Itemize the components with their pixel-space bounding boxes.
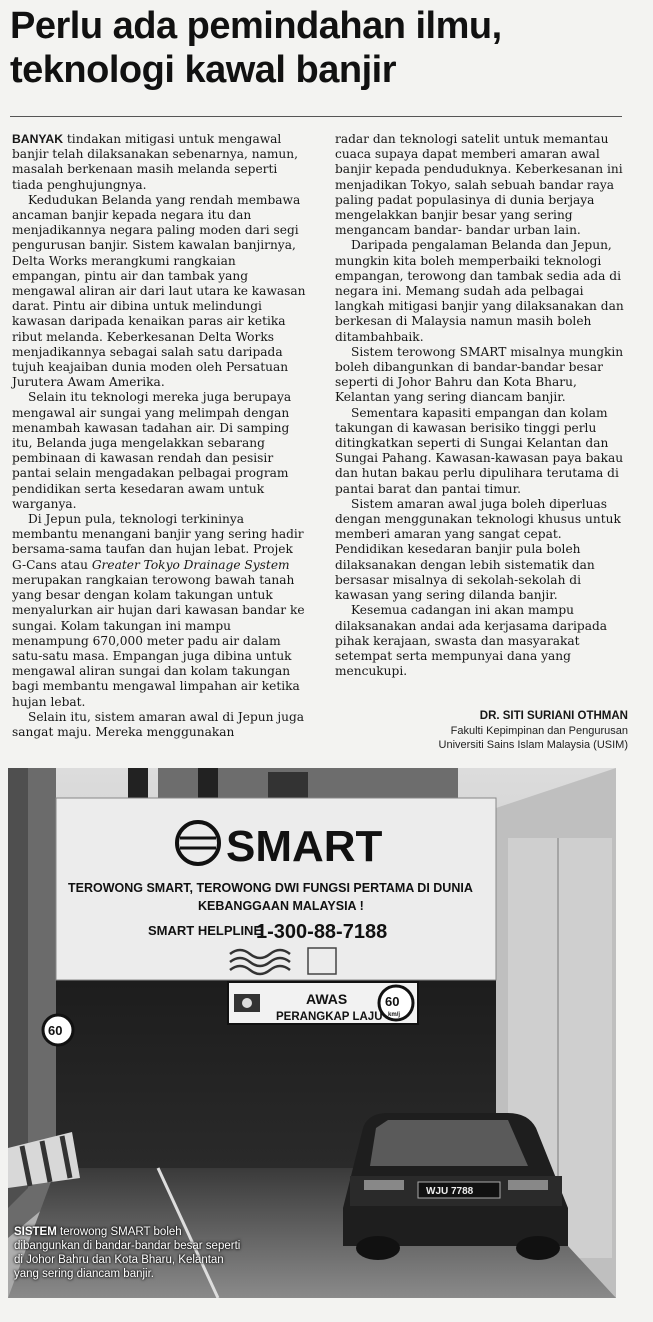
lead-word: BANYAK (12, 132, 64, 146)
italic-project-name: Greater Tokyo Drainage System (91, 557, 290, 572)
article-column-1 (12, 132, 307, 740)
photo-caption: SISTEM terowong SMART boleh dibangunkan di bandar-bandar besar seperti di Johor Bahru dan Kota Bharu, Kelantan yang sering diancam banjir. (14, 1226, 241, 1280)
caption-lead: SISTEM (14, 1226, 57, 1238)
paragraph: Selain itu teknologi mereka juga berupaya mengawal air sungai yang melimpah dengan menambah kawasan tadahan air. Di samping itu, Belanda juga mengelakkan sebarang pembinaan di kawasan rendah dan pesisir pantai selain mengadakan pelbagai program pendidikan serta kesedaran awam untuk warganya. (12, 390, 292, 511)
svg-text:60: 60 (385, 994, 400, 1009)
author-byline (380, 708, 628, 752)
headline-line-2: teknologi kawal banjir (10, 49, 396, 91)
author-name: DR. SITI SURIANI OTHMAN (479, 710, 628, 722)
helpline-label: SMART HELPLINE (148, 923, 263, 938)
paragraph: Kesemua cadangan ini akan mampu dilaksanakan andai ada kerjasama daripada pihak kerajaan, swasta dan masyarakat setempat serta mempunyai dana yang mencukupi. (335, 603, 608, 679)
paragraph: Selain itu, sistem amaran awal di Jepun juga sangat maju. Mereka menggunakan (12, 709, 305, 739)
headline-line-1: Perlu ada pemindahan ilmu, (10, 5, 502, 47)
warning-subtitle: PERANGKAP LAJU (276, 1011, 383, 1023)
paragraph: Di Jepun pula, teknologi terkininya membantu menangani banjir yang sering hadir bersama-sama taufan dan hujan lebat. Projek G-Cans atau Greater Tokyo Drainage System merupakan rangkaian terowong bawah tanah yang besar dengan kolam takungan untuk menyalurkan air hujan dari kawasan bandar ke sungai. Kolam takungan ini mampu menampung 670,000 meter padu air dalam satu-satu masa. Empangan juga dibina untuk mengawal aliran sungai dan kolam takungan bagi membantu mengawal limpahan air ketika hujan lebat. (12, 512, 305, 709)
paragraph: Daripada pengalaman Belanda dan Jepun, mungkin kita boleh memperbaiki teknologi empangan, terowong dan tambak sedia ada di negara ini. Memang sudah ada pelbagai langkah mitigasi banjir yang dilaksanakan dan berkesan di Malaysia namun masih boleh ditambahbaik. (335, 238, 624, 344)
article-column-2 (335, 132, 628, 679)
paragraph: Sistem amaran awal juga boleh diperluas dengan menggunakan teknologi khusus untuk memberi amaran yang sangat cepat. Pendidikan kesedaran banjir pula boleh dilaksanakan dengan lebih sistematik dan bersasar misalnya di sekolah-sekolah di kawasan yang sering dilanda banjir. (335, 496, 621, 603)
tunnel-photo (8, 768, 616, 1298)
warning-title: AWAS (306, 991, 348, 1007)
paragraph: Sementara kapasiti empangan dan kolam takungan di kawasan berisiko tinggi perlu ditingkatkan seperti di Sungai Kelantan dan Sungai Pahang. Kawasan-kawasan paya bakau dan hutan bakau perlu dipulihara terutama di pantai barat dan pantai timur. (335, 405, 624, 496)
svg-text:WJU 7788: WJU 7788 (426, 1186, 474, 1197)
author-faculty: Fakulti Kepimpinan dan Pengurusan (450, 725, 628, 737)
sign-line-2: KEBANGGAAN MALAYSIA ! (198, 899, 364, 913)
paragraph: Sistem terowong SMART misalnya mungkin boleh dibangunkan di bandar-bandar besar seperti di Johor Bahru dan Kota Bharu, Kelantan yang sering diancam banjir. (335, 344, 624, 405)
tunnel-photo-illustration (8, 768, 616, 1298)
svg-text:60: 60 (48, 1023, 63, 1038)
svg-text:km/j: km/j (388, 1012, 401, 1018)
helpline-number: 1-300-88-7188 (256, 921, 388, 943)
paragraph: radar dan teknologi satelit untuk memantau cuaca supaya dapat memberi amaran awal banjir kepada penduduknya. Keberkesanan ini menjadikan Tokyo, salah sebuah bandar raya paling padat populasinya di dunia berjaya mengelakkan banjir besar yang sering mengancam bandar- bandar urban lain. (335, 132, 623, 238)
headline (10, 4, 640, 92)
author-university: Universiti Sains Islam Malaysia (USIM) (438, 739, 628, 751)
headline-rule (10, 116, 622, 117)
sign-brand: SMART (226, 822, 383, 871)
car (343, 1113, 568, 1260)
paragraph: Kedudukan Belanda yang rendah membawa ancaman banjir kepada negara itu dan menjadikannya negara paling moden dari segi pengurusan banjir. Sistem kawalan banjirnya, Delta Works merangkumi rangkaian empangan, pintu air dan tambak yang mengawal aliran air dari laut utara ke kawasan darat. Pintu air dibina untuk melindungi kawasan daripada kenaikan paras air ketika ribut melanda. Keberkesanan Delta Works menjadikannya sebagai salah satu daripada tujuh keajaiban dunia moden oleh Persatuan Jurutera Awam Amerika. (12, 192, 306, 390)
sign-line-1: TEROWONG SMART, TEROWONG DWI FUNGSI PERTAMA DI DUNIA (68, 881, 473, 895)
paragraph: BANYAK tindakan mitigasi untuk mengawal banjir telah dilaksanakan sebenarnya, namun, masalah berkenaan masih melanda seperti tiada penghujungnya. (12, 132, 298, 192)
